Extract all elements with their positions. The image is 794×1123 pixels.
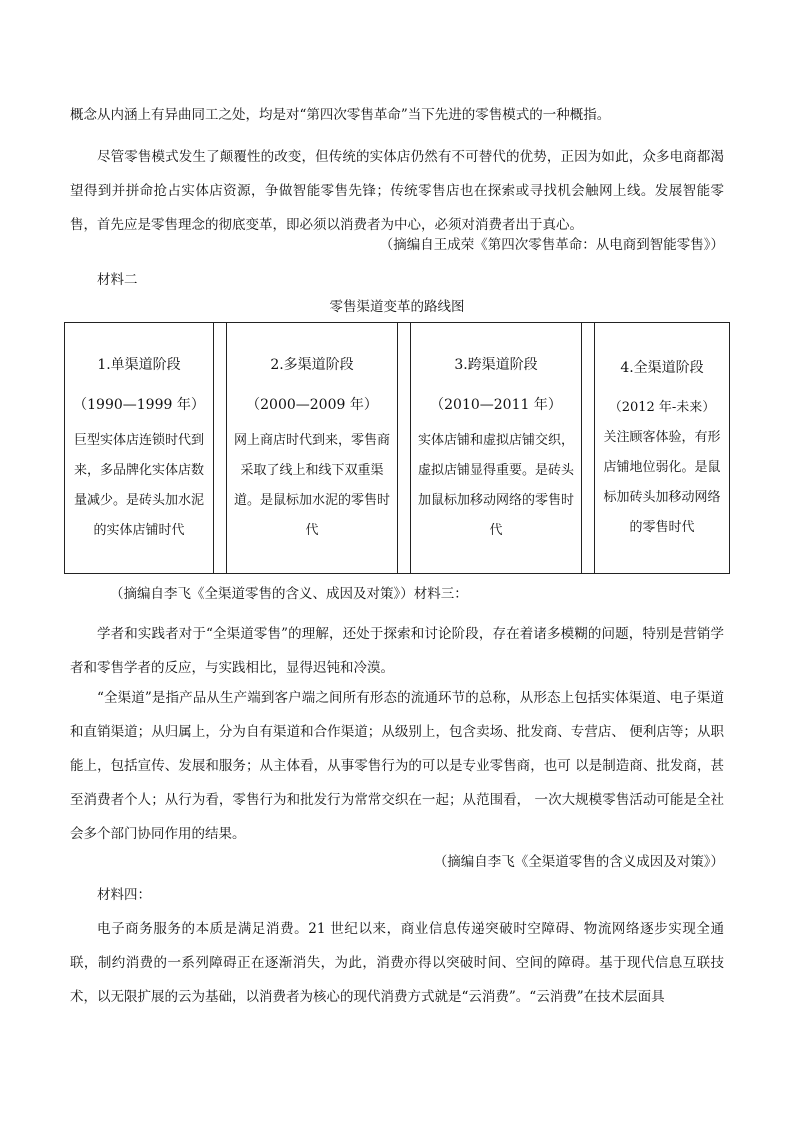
stage-cell-2	[227, 323, 397, 573]
stage-description: （2012 年-未来） 关注顾客体验，有形店铺地位弱化。是鼠标加砖头加移动网络的零售时代	[603, 400, 721, 535]
column-divider	[397, 323, 411, 573]
material-2-heading: 材料二	[97, 272, 138, 288]
paragraph-2: 尽管零售模式发生了颠覆性的改变，但传统的实体店仍然有不可替代的优势，正因为如此，众多电商都渴望得到并拼命抢占实体店资源，争做智能零售先锋；传统零售店也在探索或寻找机会触网上线。发展智能零售，首先应是零售理念的彻底变革，即必须以消费者为中心，必须对消费者出于真心。	[70, 149, 724, 233]
stage-years: （2010—2011 年）	[430, 397, 562, 413]
source-citation-3: （摘编自李飞《全渠道零售的含义成因及对策》）	[433, 854, 724, 870]
paragraph-1: 概念从内涵上有异曲同工之处，均是对“第四次零售革命”当下先进的零售模式的一种概指。	[70, 107, 611, 123]
stage-cell-1	[65, 323, 213, 573]
stage-label: 1.单渠道阶段	[97, 357, 181, 373]
source-citation-1: （摘编自王成荣《第四次零售革命：从电商到智能零售》）	[379, 237, 724, 253]
stage-description: 网上商店时代到来，零售商采取了线上和线下双重渠道。是鼠标加水泥的零售时代	[233, 433, 390, 538]
stage-label: 4.全渠道阶段	[620, 360, 704, 376]
stage-cell-4	[595, 323, 729, 573]
retail-channel-roadmap-table	[64, 322, 730, 574]
stage-years: （1990—1999 年）	[73, 397, 205, 413]
material-4-heading: 材料四：	[97, 887, 151, 903]
table-title: 零售渠道变革的路线图	[329, 299, 465, 315]
stage-description: 巨型实体店连锁时代到来，多品牌化实体店数量减少。是砖头加水泥的实体店铺时代	[73, 433, 204, 538]
stage-cell-3	[411, 323, 581, 573]
paragraph-3: 学者和实践者对于“全渠道零售”的理解，还处于探索和讨论阶段，存在着诸多模糊的问题，特别是营销学者和零售学者的反应，与实践相比，显得迟钝和冷漠。	[70, 626, 724, 676]
stage-label: 3.跨渠道阶段	[454, 357, 538, 373]
stage-years: （2000—2009 年）	[246, 397, 378, 413]
column-divider	[581, 323, 595, 573]
source-citation-2: （摘编自李飞《全渠道零售的含义、成因及对策》）材料三：	[110, 586, 468, 602]
paragraph-4: “全渠道”是指产品从生产端到客户端之间所有形态的流通环节的总称，从形态上包括实体渠道、电子渠道和直销渠道；从归属上，分为自有渠道和合作渠道；从级别上，包含卖场、批发商、专营店、 便利店等；从职能上，包括宣传、发展和服务；从主体看，从事零售行为的可以是专业零售商，也可 以是制造商、批发商，甚至消费者个人；从行为看，零售行为和批发行为常常交织在一起；从范围看， 一次大规模零售活动可能是全社会多个部门协同作用的结果。	[70, 690, 724, 842]
column-divider	[213, 323, 227, 573]
paragraph-5: 电子商务服务的本质是满足消费。21 世纪以来，商业信息传递突破时空障碍、物流网络逐步实现全通联，制约消费的一系列障碍正在逐渐消失，为此，消费亦得以突破时间、空间的障碍。基于现代信息互联技术，以无限扩展的云为基础，以消费者为核心的现代消费方式就是“云消费”。“云消费”在技术层面具	[70, 921, 724, 1005]
stage-label: 2.多渠道阶段	[270, 357, 354, 373]
stage-description: 实体店铺和虚拟店铺交织，虚拟店铺显得重要。是砖头加鼠标加移动网络的零售时代	[417, 433, 574, 538]
